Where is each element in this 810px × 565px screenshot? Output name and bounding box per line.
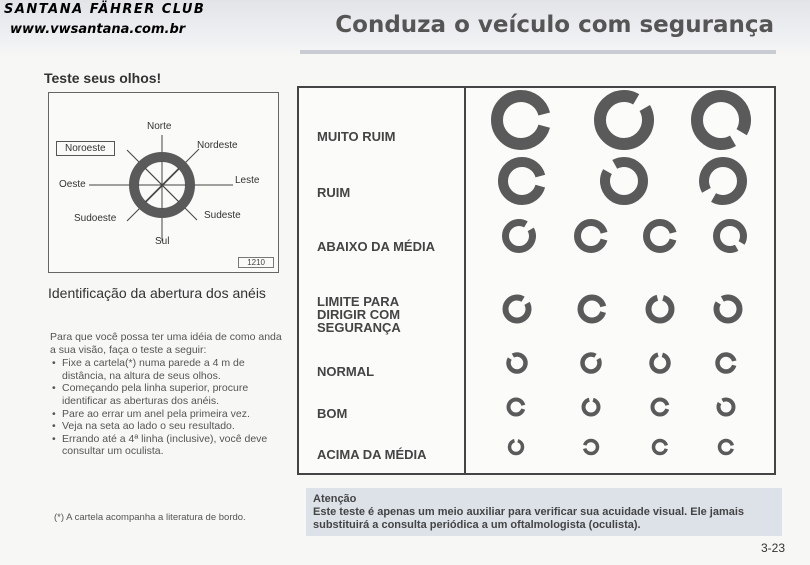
label-west: Oeste [59,179,86,190]
compass-figure [48,92,279,273]
landolt-ring-east [503,162,541,200]
label-northeast: Nordeste [197,140,238,151]
label-south: Sul [155,236,170,247]
landolt-ring-east [718,355,735,372]
label-southwest: Sudoeste [74,213,117,224]
attention-text: Este teste é apenas um meio auxiliar para verificar sua acuidade visual. Ele jamais substituirá a consulta periódica a um oftalmologista (oculista). [313,506,745,531]
footnote: (*) A cartela acompanha a literatura de bordo. [54,512,246,523]
instructions-intro: Para que você possa ter uma idéia de como anda a sua visão, faça o teste a seguir: [50,331,282,356]
label-east: Leste [235,175,260,186]
club-name: SANTANA FÄHRER CLUB [4,2,206,17]
instruction-item: • Errando até a 4ª linha (inclusive), você deve consultar um oculista. [50,433,285,458]
row-label-limite: LIMITE PARA DIRIGIR COM SEGURANÇA [317,294,401,335]
landolt-ring-southeast [687,88,755,154]
label-southeast: Sudeste [204,210,241,221]
row-label-muito-ruim: MUITO RUIM [317,129,396,144]
instructions-list [50,357,285,458]
figure-number: 1210 [238,257,274,268]
eye-test-heading: Teste seus olhos! [44,70,162,86]
attention-title: Atenção [313,493,357,505]
label-northwest: Noroeste [56,141,115,156]
landolt-ring-east [497,96,545,144]
instructions-body [50,331,285,458]
page-title: Conduza o veículo com segurança [335,12,774,38]
landolt-ring-northeast [579,351,603,375]
rings-drawing [299,88,774,473]
landolt-ring-northeast [590,88,658,154]
label-north: Norte [147,121,172,132]
landolt-ring-northwest [712,293,745,326]
row-label-normal: NORMAL [317,364,375,379]
page-number: 3-23 [761,541,786,555]
landolt-ring-southwest [696,154,750,208]
landolt-ring-east [720,441,733,454]
landolt-ring-east [581,298,604,321]
instructions-title: Identificação da abertura dos anéis [48,285,266,301]
website-url: www.vwsantana.com.br [10,22,186,37]
instruction-item: • Começando pela linha superior, procure identificar as aberturas dos anéis. [50,382,285,407]
instruction-item: • Pare ao errar um anel pela primeira vez. [50,408,285,421]
landolt-ring-east [654,441,667,454]
row-label-ruim: RUIM [317,185,351,200]
landolt-ring-southeast [711,217,749,255]
ring-chart [297,86,776,475]
landolt-ring-northeast [500,217,538,255]
attention-box [306,488,782,536]
instruction-item: • Fixe a cartela(*) numa parede a 4 m de distância, na altura de seus olhos. [50,357,285,382]
title-underline [300,50,776,54]
landolt-ring-northwest [505,351,529,375]
landolt-ring-northeast [501,293,534,326]
landolt-ring-north [652,355,669,372]
landolt-ring-east [653,400,668,415]
landolt-ring-northwest [715,396,736,417]
landolt-ring-east [509,400,524,415]
row-label-abaixo-da-media: ABAIXO DA MÉDIA [317,239,435,254]
landolt-ring-north [510,441,523,454]
row-label-acima-da-media: ACIMA DA MÉDIA [317,447,427,462]
landolt-ring-west [585,441,598,454]
row-label-bom: BOM [317,406,348,421]
landolt-ring-northwest [597,154,651,208]
landolt-ring-north [649,298,672,321]
landolt-ring-east [578,223,605,250]
landolt-ring-north [584,400,599,415]
landolt-ring-east [647,223,674,250]
instruction-item: • Veja na seta ao lado o seu resultado. [50,420,285,433]
page-header [0,0,810,58]
